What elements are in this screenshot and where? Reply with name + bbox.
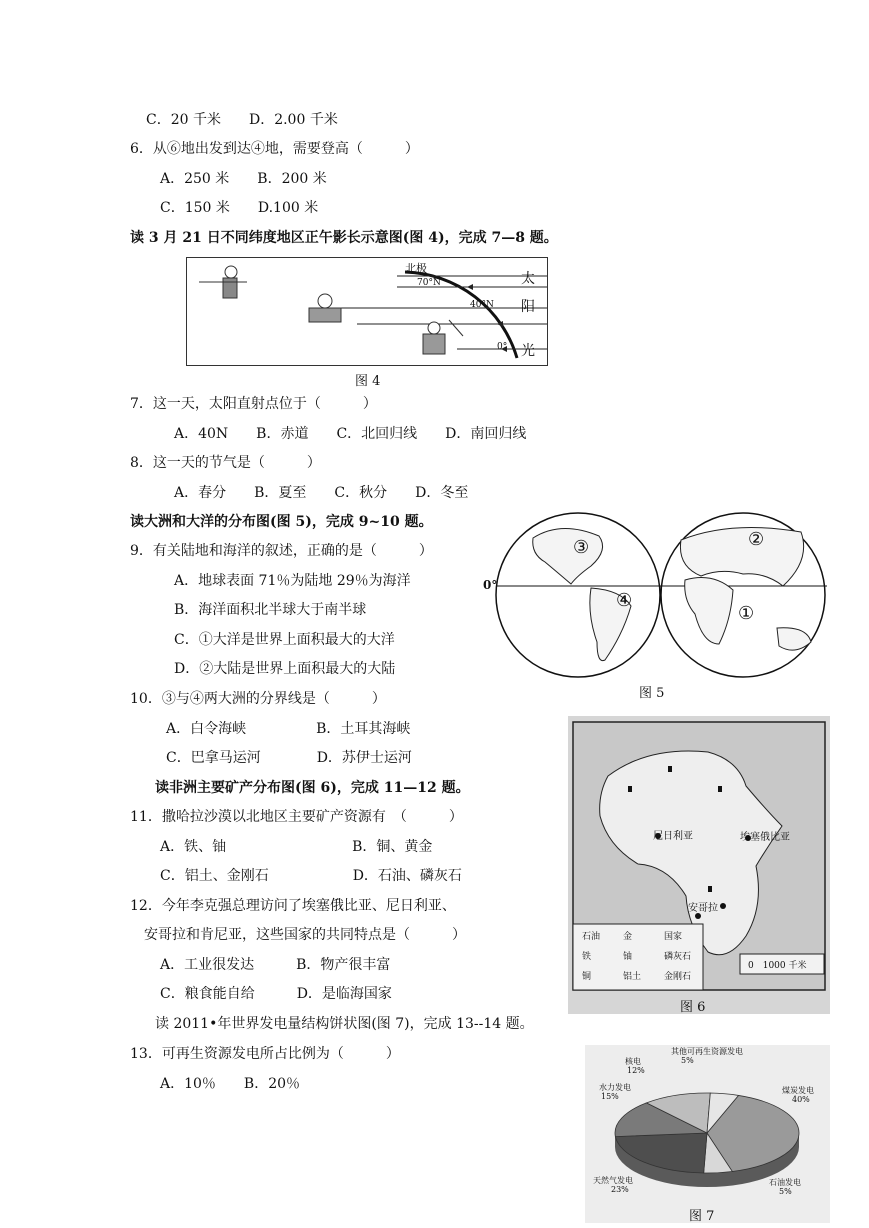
q12-options-ab: A．工业很发达 B．物产很丰富 (160, 957, 391, 973)
legend-uranium: 铀 (623, 952, 633, 962)
q11-options-ab: A．铁、铀 B．铜、黄金 (160, 839, 433, 855)
figure-4-caption: 图 4 (355, 374, 381, 389)
figure-5 (481, 510, 831, 685)
marker-2: ② (748, 529, 765, 550)
pie-label-gas: 天然气发电 (593, 1176, 633, 1185)
q10-options-ab: A．白令海峡 B．土耳其海峡 (166, 721, 411, 737)
q9-option-c: C．①大洋是世界上面积最大的大洋 (174, 632, 395, 648)
figure-6-caption: 图 6 (680, 1000, 706, 1015)
equator-label: 0° (483, 578, 498, 592)
pie-label-other-renewable: 其他可再生资源发电 (671, 1047, 743, 1056)
q5-options-cd: C．20 千米 D．2.00 千米 (146, 112, 338, 128)
marker-3: ③ (573, 537, 590, 558)
question-7: 7．这一天，太阳直射点位于（ ） (130, 396, 377, 412)
question-10: 10．③与④两大洲的分界线是（ ） (130, 691, 386, 707)
q8-options: A．春分 B．夏至 C．秋分 D．冬至 (174, 485, 469, 501)
pie-label-nuclear: 核电 (625, 1057, 641, 1066)
scale-bar: 0 1000 千米 (748, 961, 807, 971)
label-angola: 安哥拉 (688, 903, 718, 914)
question-9: 9．有关陆地和海洋的叙述，正确的是（ ） (130, 543, 433, 559)
intro-9-10: 读大洲和大洋的分布图(图 5)，完成 9~10 题。 (130, 514, 433, 530)
legend-iron: 铁 (582, 952, 592, 962)
pie-value-coal: 40% (792, 1095, 810, 1104)
legend-copper: 铜 (582, 972, 592, 982)
legend-gold: 金 (623, 932, 633, 942)
legend-phosphate: 磷灰石 (664, 952, 692, 962)
label-70n: 70°N (417, 278, 441, 288)
label-nigeria: 尼日利亚 (653, 831, 693, 842)
intro-11-12: 读非洲主要矿产分布图(图 6)，完成 11—12 题。 (155, 780, 470, 796)
question-13: 13．可再生资源发电所占比例为（ ） (130, 1046, 400, 1062)
legend-diamond: 金刚石 (664, 972, 692, 982)
pie-label-oil: 石油发电 (769, 1178, 801, 1187)
question-8: 8．这一天的节气是（ ） (130, 455, 321, 471)
q12-options-cd: C．粮食能自给 D．是临海国家 (160, 986, 392, 1002)
q6-options-ab: A．250 米 B．200 米 (160, 171, 327, 187)
q9-option-a: A．地球表面 71％为陆地 29％为海洋 (174, 573, 411, 589)
sun-char-2: 阳 (521, 299, 535, 315)
pie-label-coal: 煤炭发电 (782, 1086, 814, 1095)
question-6: 6．从⑥地出发到达④地，需要登高（ ） (130, 141, 419, 157)
sun-char-3: 光 (521, 343, 535, 359)
marker-1: ① (738, 603, 755, 624)
q7-options: A．40N B．赤道 C．北回归线 D．南回归线 (174, 426, 527, 442)
question-12-line-2: 安哥拉和肯尼亚，这些国家的共同特点是（ ） (144, 927, 466, 943)
legend-oil: 石油 (582, 932, 601, 942)
pie-value-nuclear: 12% (627, 1066, 645, 1075)
q13-options-ab: A．10％ B．20％ (160, 1076, 301, 1092)
marker-4: ④ (616, 590, 633, 611)
q10-options-cd: C．巴拿马运河 D．苏伊士运河 (166, 750, 412, 766)
q9-option-d: D．②大陆是世界上面积最大的大陆 (174, 661, 396, 677)
figure-6 (568, 716, 830, 1014)
q6-options-cd: C．150 米 D.100 米 (160, 200, 319, 216)
intro-7-8: 读 3 月 21 日不同纬度地区正午影长示意图(图 4)，完成 7—8 题。 (130, 230, 558, 246)
shadow-diagram (187, 258, 547, 365)
legend-country: 国家 (664, 932, 683, 942)
intro-13-14: 读 2011•年世界发电量结构饼状图(图 7)，完成 13--14 题。 (155, 1016, 534, 1032)
label-40n: 40°N (470, 300, 494, 310)
label-equator: 0° (497, 342, 508, 352)
figure-7 (585, 1045, 830, 1223)
figure-4 (186, 257, 548, 366)
q9-option-b: B．海洋面积北半球大于南半球 (174, 602, 367, 618)
figure-7-caption: 图 7 (689, 1209, 715, 1224)
world-hemispheres-map (481, 510, 831, 685)
sun-char-1: 太 (521, 271, 535, 287)
pie-value-other-renewable: 5% (681, 1056, 694, 1065)
pie-value-oil: 5% (779, 1187, 792, 1196)
label-ethiopia: 埃塞俄比亚 (740, 832, 790, 843)
question-12-line-1: 12．今年李克强总理访问了埃塞俄比亚、尼日利亚、 (130, 898, 456, 914)
q11-options-cd: C．铝土、金刚石 D．石油、磷灰石 (160, 868, 462, 884)
pie-value-gas: 23% (611, 1185, 629, 1194)
figure-5-caption: 图 5 (639, 686, 665, 701)
question-11: 11．撒哈拉沙漠以北地区主要矿产资源有 （ ） (130, 809, 463, 825)
pie-value-hydro: 15% (601, 1092, 619, 1101)
legend-bauxite: 铝土 (623, 972, 642, 982)
pie-label-hydro: 水力发电 (599, 1083, 631, 1092)
label-north-pole: 北极 (405, 262, 427, 275)
